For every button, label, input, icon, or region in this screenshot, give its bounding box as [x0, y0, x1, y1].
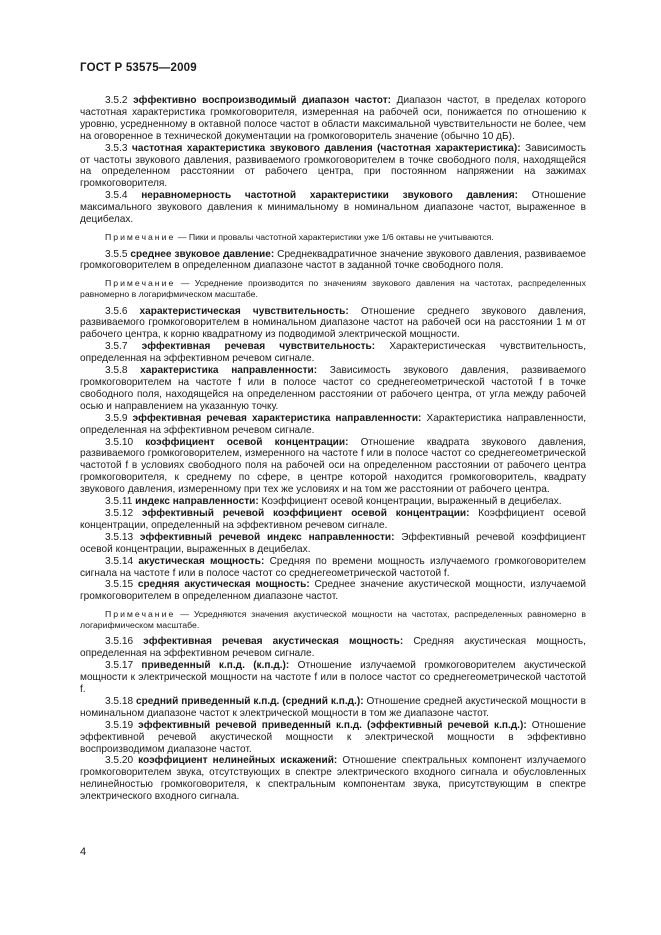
clause-3-5-6: 3.5.6 характеристическая чувствительность: Отношение среднего звукового давления, развиваемого громкоговорителем в номинальном диапазоне частот на рабочей оси на расстоянии 1 м от рабочего центра, к корню квадратному из подводимой электрической мощности. [80, 305, 586, 341]
clause-3-5-5: 3.5.5 среднее звуковое давление: Среднеквадратичное значение звукового давления, развиваемое громкоговорителем в определенном диапазоне частот в заданной точке свободного поля. [80, 248, 586, 272]
clause-3-5-16: 3.5.16 эффективная речевая акустическая мощность: Средняя акустическая мощность, определенная на эффективном речевом сигнале. [80, 636, 586, 660]
clause-3-5-10: 3.5.10 коэффициент осевой концентрации: Отношение квадрата звукового давления, развиваемого громкоговорителем, измеренного на частоте f или в полосе частот со среднегеометрической частотой f в условиях свободного поля на рабочей оси на определенном расстоянии от рабочего центра громкоговорителя, к среднему по сфере, в центре которой находится громкоговоритель, квадрату звукового давления, измеренному при тех же условиях и на том же расстоянии от рабочего центра. [80, 436, 586, 496]
page-number: 4 [80, 846, 87, 858]
note-2: Примечание — Усреднение производится по значениям звукового давления на частотах, распределенных равномерно в логарифмическом масштабе. [80, 278, 586, 299]
clause-3-5-7: 3.5.7 эффективная речевая чувствительность: Характеристическая чувствительность, определенная на эффективном речевом сигнале. [80, 341, 586, 365]
clause-3-5-8: 3.5.8 характеристика направленности: Зависимость звукового давления, развиваемого громкоговорителем на частоте f или в полосе частот со среднегеометрической частотой f в точке свободного поля, находящейся на определенном расстоянии от рабочего центра, от угла между рабочей осью и направлением на указанную точку. [80, 365, 587, 412]
note-3: Примечание — Усредняются значения акустической мощности на частотах, распределенных равномерно в логарифмическом масштабе. [80, 609, 586, 630]
clause-3-5-15: 3.5.15 средняя акустическая мощность: Среднее значение акустической мощности, излучаемой громкоговорителем в определенном диапазоне частот. [80, 579, 586, 603]
clause-3-5-18: 3.5.18 средний приведенный к.п.д. (средний к.п.д.): Отношение средней акустической мощности в номинальном диапазоне частот к электрической мощности в том же диапазоне частот. [80, 695, 586, 719]
clause-3-5-4: 3.5.4 неравномерность частотной характеристики звукового давления: Отношение максимального звукового давления к минимальному в номинальном диапазоне частот, выраженное в децибелах. [80, 190, 586, 226]
clause-3-5-14: 3.5.14 акустическая мощность: Средняя по времени мощность излучаемого громкоговорителем сигнала на частоте f или в полосе частот со среднегеометрической частотой f. [80, 555, 586, 579]
clause-3-5-2: 3.5.2 эффективно воспроизводимый диапазон частот: Диапазон частот, в пределах которого частотная характеристика громкоговорителя, измеренная на рабочей оси, понижается по отношению к уровню, усредненному в октавной полосе частот в области максимальной чувствительности не более, чем на оговоренное в технической документации на громкоговоритель значение (обычно 10 дБ). [80, 95, 587, 142]
clause-3-5-13: 3.5.13 эффективный речевой индекс направленности: Эффективный речевой коэффициент осевой концентрации, выраженных в децибелах. [80, 531, 586, 555]
clause-3-5-3: 3.5.3 частотная характеристика звукового давления (частотная характеристика): Зависимость от частоты звукового давления, развиваемого громкоговорителем в точке свободного поля, находящейся на определенном расстоянии от рабочего центра, при постоянном напряжении на зажимах громкоговорителя. [80, 142, 586, 190]
clause-3-5-12: 3.5.12 эффективный речевой коэффициент осевой концентрации: Коэффициент осевой концентрации, определенный на эффективном речевом сигнале. [80, 507, 586, 531]
document-header: ГОСТ Р 53575—2009 [80, 62, 197, 74]
clause-3-5-19: 3.5.19 эффективный речевой приведенный к.п.д. (эффективный речевой к.п.д.): Отношение эффективной речевой акустической мощности к электрической мощности в эффективно воспроизводимом диапазоне частот. [80, 719, 586, 755]
clause-3-5-17: 3.5.17 приведенный к.п.д. (к.п.д.): Отношение излучаемой громкоговорителем акустической мощности к электрической мощности на частоте f или в полосе частот со среднегеометрической частотой f. [80, 660, 587, 696]
clause-3-5-9: 3.5.9 эффективная речевая характеристика направленности: Характеристика направленности, определенная на эффективном речевом сигнале. [80, 412, 587, 436]
clause-3-5-11: 3.5.11 индекс направленности: Коэффициент осевой концентрации, выраженный в децибелах. [105, 496, 562, 508]
note-1: Примечание — Пики и провалы частотной характеристики уже 1/6 октавы не учитываются. [105, 231, 494, 242]
document-body [80, 95, 586, 803]
clause-3-5-20: 3.5.20 коэффициент нелинейных искажений: Отношение спектральных компонент излучаемого громкоговорителем звука, отсутствующих в спектре электрического входного сигнала и обусловленных нелинейностью громкоговорителя, к спектральным компонентам звука, присутствующим в спектре электрического входного сигнала. [80, 755, 586, 803]
